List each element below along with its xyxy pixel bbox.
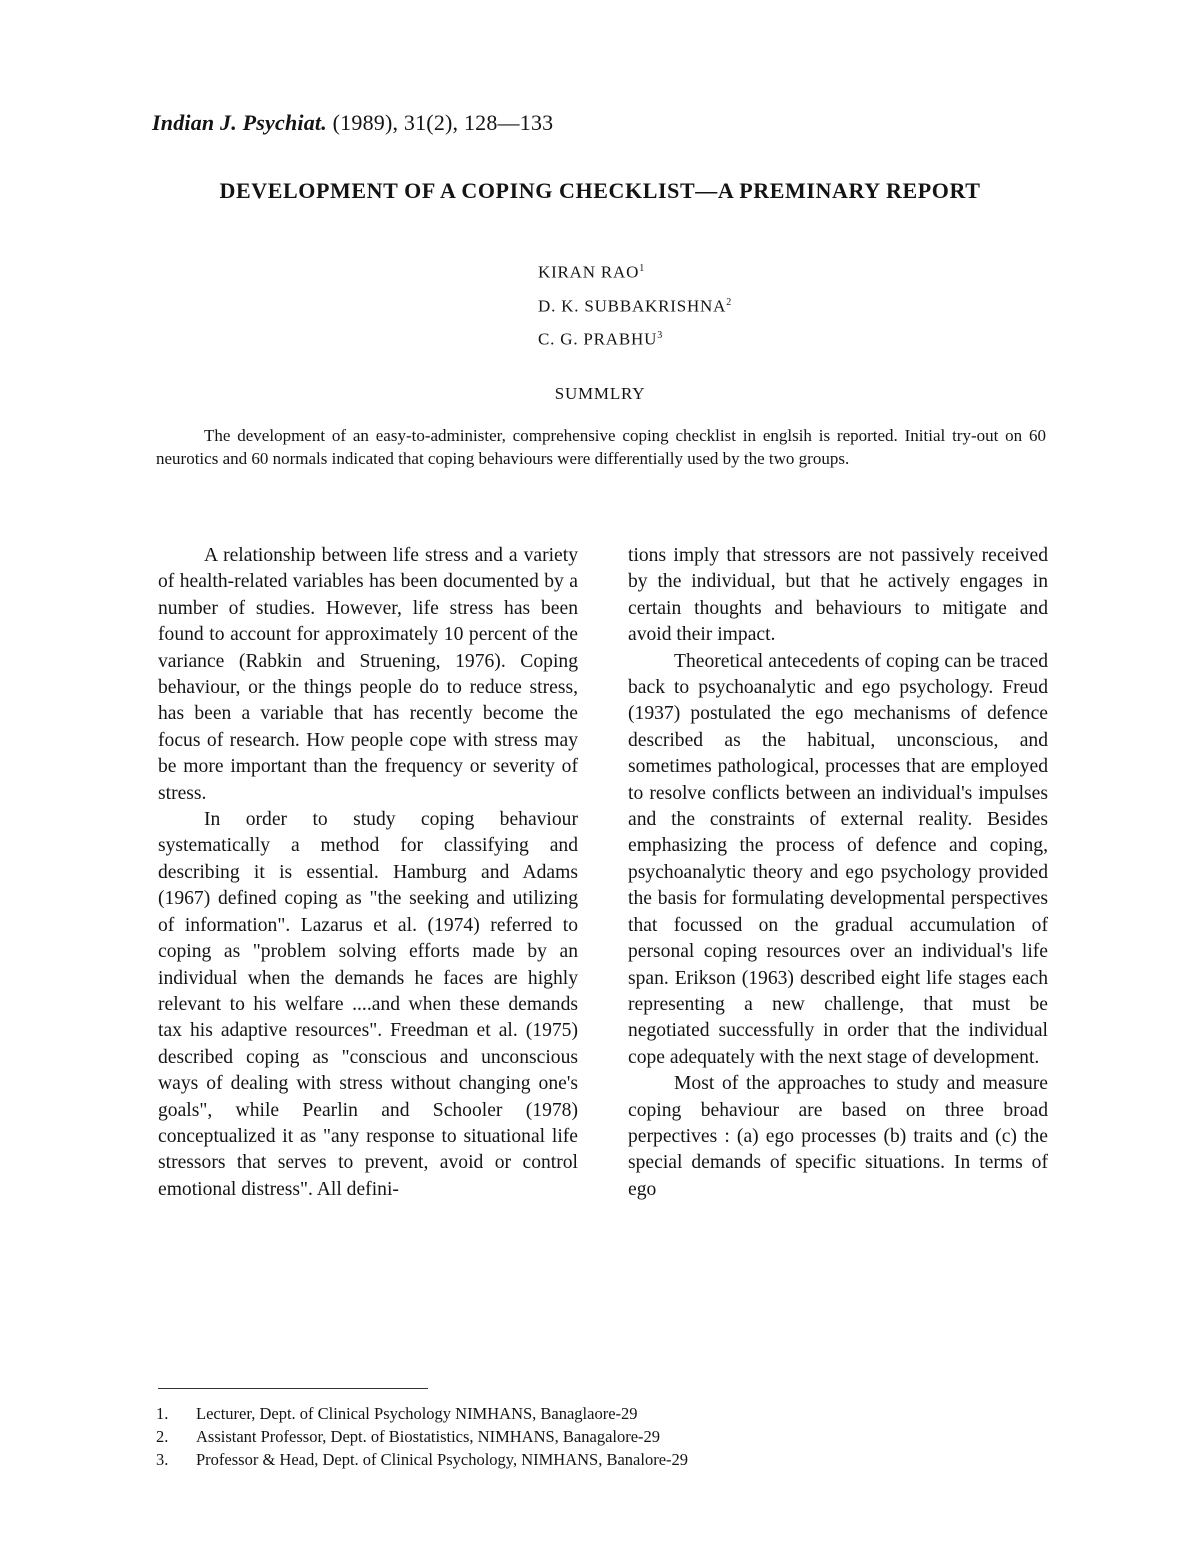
paragraph: tions imply that stressors are not passively received by the individual, but that he actively engages in certain thoughts and behaviours to mitigate and avoid their impact. [628,545,1048,646]
paper-title: DEVELOPMENT OF A COPING CHECKLIST—A PREMINARY REPORT [219,178,981,203]
footnote-2: 2. Assistant Professor, Dept. of Biostatistics, NIMHANS, Banagalore-29 [156,1427,661,1446]
paragraph: A relationship between life stress and a variety of health-related variables has been documented by a number of studies. However, life stress has been found to account for approximately 10 percent of the variance (Rabkin and Struening, 1976). Coping behaviour, or the things people do to reduce stress, has been a variable that has recently become the focus of research. How people cope with stress may be more important than the frequency or severity of stress. [158,545,578,804]
author-2: D. K. SUBBAKRISHNA$^2$ [538,296,733,316]
left-column [158,543,578,1203]
footnotes [156,1402,1056,1471]
footnote-1: 1. Lecturer, Dept. of Clinical Psychology NIMHANS, Banaglaore-29 [156,1404,638,1423]
paragraph: Theoretical antecedents of coping can be traced back to psychoanalytic and ego psychology. Freud (1937) postulated the ego mechanisms of defence described as the habitual, unconscious, and sometimes pathological, processes that are employed to resolve conflicts between an individual's impulses and the constraints of external reality. Besides emphasizing the process of defence and coping, psychoanalytic theory and ego psychology provided the basis for formulating developmental perspectives that focussed on the gradual accumulation of personal coping resources over an individual's life span. Erikson (1963) described eight life stages each representing a new challenge, that must be negotiated successfully in order that the individual cope adequately with the next stage of development. [628,650,1048,1068]
journal-name: Indian J. Psychiat. [152,110,327,135]
summary-text: The development of an easy-to-administer, comprehensive coping checklist in englsih is reported. Initial try-out on 60 neurotics and 60 normals indicated that coping behaviours were differentially used by the two groups. [156,426,1046,468]
footnote-divider [158,1388,428,1389]
right-column [628,543,1048,1203]
citation-volume-pages: (1989), 31(2), 128—133 [332,110,554,135]
paragraph: In order to study coping behaviour systematically a method for classifying and describing it is essential. Hamburg and Adams (1967) defined coping as "the seeking and utilizing of information". Lazarus et al. (1974) referred to coping as "problem solving efforts made by an individual when the demands he faces are highly relevant to his welfare ....and when these demands tax his adaptive resources". Freedman et al. (1975) described coping as "conscious and unconscious ways of dealing with stress without changing one's goals", while Pearlin and Schooler (1978) conceptualized it as "any response to situational life stressors that serves to prevent, avoid or control emotional distress". All defini- [158,809,578,1200]
footnote-3: 3. Professor & Head, Dept. of Clinical Psychology, NIMHANS, Banalore-29 [156,1450,689,1469]
paragraph: Most of the approaches to study and measure coping behaviour are based on three broad perpectives : (a) ego processes (b) traits and (c) the special demands of specific situations. In terms of ego [628,1073,1048,1200]
author-list [538,254,732,355]
author-3: C. G. PRABHU$^3$ [538,329,663,349]
journal-citation [152,110,553,136]
summary-heading: SUMMLRY [554,384,646,403]
author-1: KIRAN RAO$^1$ [538,262,645,282]
